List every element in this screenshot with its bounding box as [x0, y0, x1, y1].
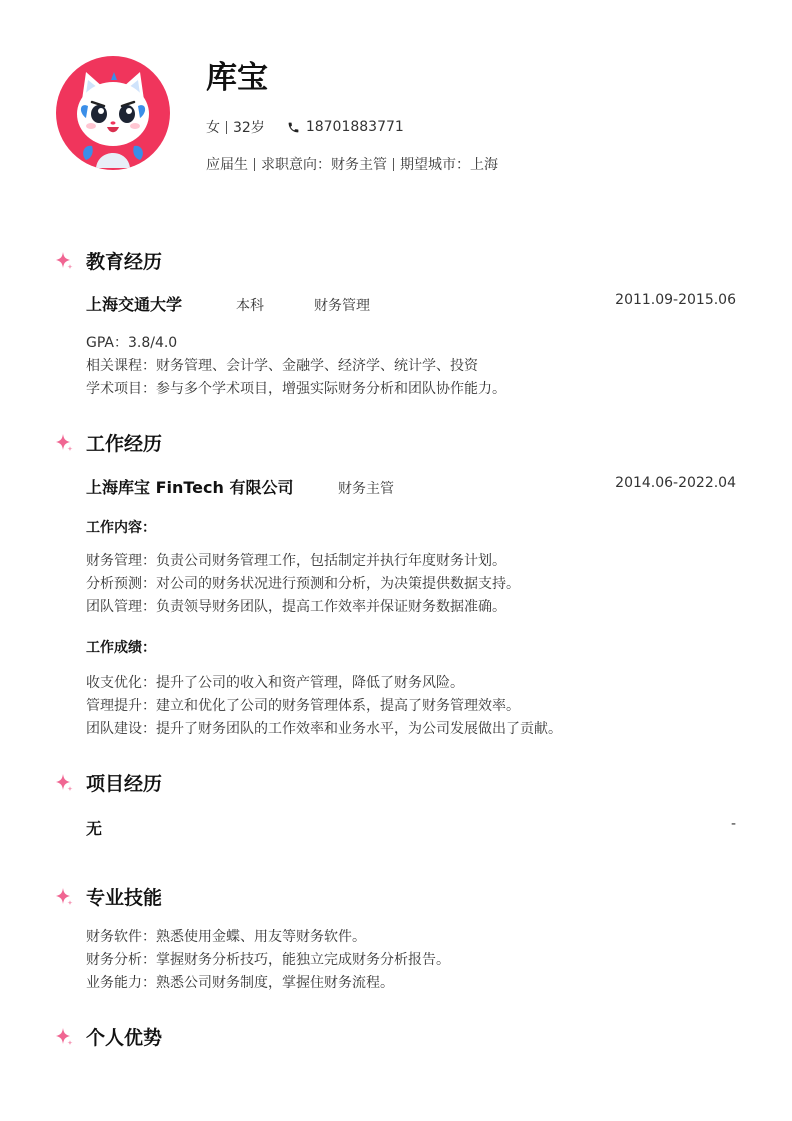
skill-line: 财务分析：掌握财务分析技巧，能独立完成财务分析报告。	[86, 952, 450, 968]
work-entry-header	[86, 475, 736, 498]
intent-info-row	[206, 154, 498, 174]
work-content-line: 团队管理：负责领导财务团队，提高工作效率并保证财务数据准确。	[86, 599, 506, 615]
work-content-line: 分析预测：对公司的财务状况进行预测和分析，为决策提供数据支持。	[86, 576, 520, 592]
education-line: 学术项目：参与多个学术项目，增强实际财务分析和团队协作能力。	[86, 381, 506, 397]
divider	[393, 158, 394, 171]
sparkle-icon	[54, 251, 74, 271]
project-entry-header	[86, 816, 736, 839]
candidate-name: 库宝	[206, 60, 268, 96]
education-dates: 2011.09-2015.06	[615, 292, 736, 308]
section-title: 个人优势	[86, 1027, 163, 1049]
skills-list	[86, 926, 450, 995]
section-title: 专业技能	[86, 887, 163, 909]
job-role: 财务主管	[338, 481, 394, 497]
work-result-line: 收支优化：提升了公司的收入和资产管理，降低了财务风险。	[86, 675, 464, 691]
skill-line: 业务能力：熟悉公司财务制度，掌握住财务流程。	[86, 975, 394, 991]
work-content-list	[86, 550, 520, 619]
sparkle-icon	[54, 1027, 74, 1047]
education-line: 相关课程：财务管理、会计学、金融学、经济学、统计学、投资	[86, 358, 478, 374]
basic-info-row	[206, 117, 404, 137]
work-result-line: 团队建设：提升了财务团队的工作效率和业务水平，为公司发展做出了贡献。	[86, 721, 562, 737]
education-line: GPA：3.8/4.0	[86, 335, 178, 351]
candidate-status: 应届生	[206, 157, 248, 173]
sparkle-icon	[54, 433, 74, 453]
projects-section-header	[54, 769, 162, 796]
section-title: 项目经历	[86, 773, 163, 795]
company-name: 上海库宝 FinTech 有限公司	[86, 478, 294, 497]
school-name: 上海交通大学	[86, 295, 183, 314]
work-content-heading: 工作内容：	[86, 520, 156, 536]
work-content-line: 财务管理：负责公司财务管理工作，包括制定并执行年度财务计划。	[86, 553, 506, 569]
skills-section-header	[54, 883, 162, 910]
skill-line: 财务软件：熟悉使用金蝶、用友等财务软件。	[86, 929, 366, 945]
project-dates: -	[730, 816, 736, 832]
work-section-header	[54, 429, 162, 456]
gender: 女	[206, 120, 220, 136]
sparkle-icon	[54, 773, 74, 793]
expected-city: 期望城市：上海	[400, 157, 498, 173]
work-dates: 2014.06-2022.04	[615, 475, 736, 491]
section-title: 工作经历	[86, 433, 163, 455]
divider	[254, 158, 255, 171]
work-results-heading: 工作成绩：	[86, 640, 156, 656]
sparkle-icon	[54, 887, 74, 907]
major: 财务管理	[314, 298, 370, 314]
education-section-header	[54, 247, 162, 274]
advantages-section-header	[54, 1023, 162, 1050]
age: 32岁	[233, 120, 265, 136]
phone-number[interactable]: 18701883771	[305, 119, 404, 135]
work-results-list	[86, 672, 562, 741]
job-intent: 求职意向：财务主管	[261, 157, 387, 173]
education-details	[86, 332, 506, 401]
degree: 本科	[236, 298, 264, 314]
avatar	[56, 56, 170, 170]
section-title: 教育经历	[86, 251, 163, 273]
phone-icon	[287, 121, 300, 134]
project-name: 无	[86, 819, 103, 838]
divider	[226, 121, 227, 134]
work-result-line: 管理提升：建立和优化了公司的财务管理体系，提高了财务管理效率。	[86, 698, 520, 714]
education-entry-header	[86, 292, 736, 315]
